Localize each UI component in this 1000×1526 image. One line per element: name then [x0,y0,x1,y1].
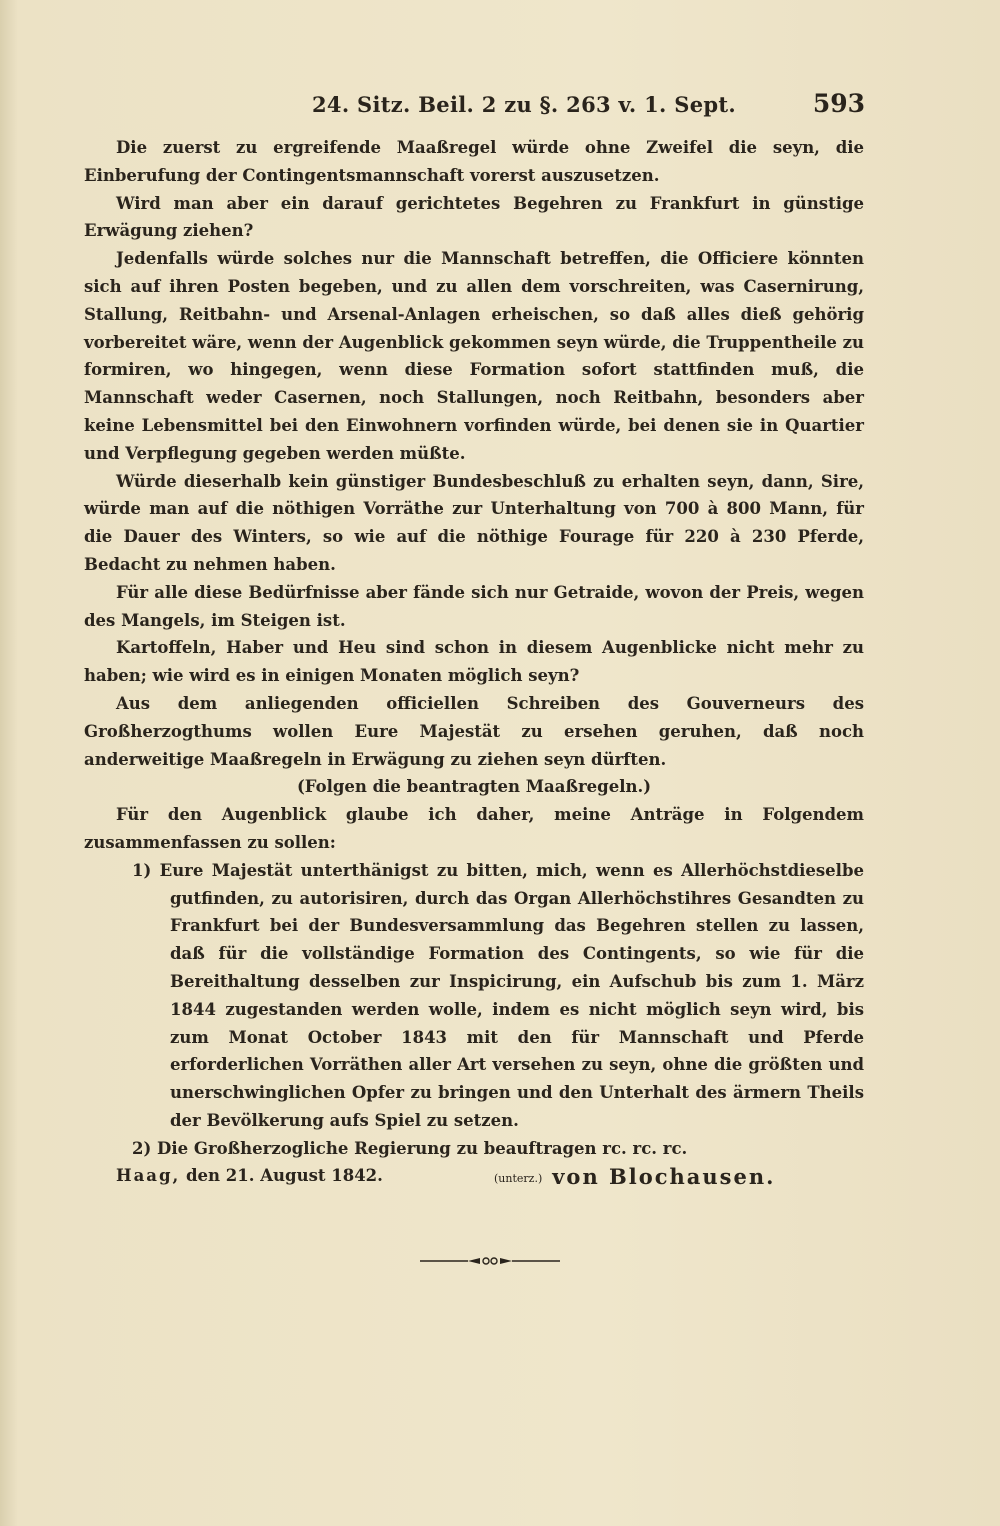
signature-name: von Blochausen. [552,1164,776,1189]
page-number: 593 [812,89,865,118]
paragraph-4: Würde dieserhalb kein günstiger Bundesbeschluß zu erhalten seyn, dann, Sire, würde man auf die nöthigen Vorräthe zur Unterhaltung von 700 à 800 Mann, für die Dauer des Winters, so wie auf die nöthige Fourage für 220 à 230 Pferde, Bedacht zu nehmen haben. [84,471,864,574]
paragraph-5: Für alle diese Bedürfnisse aber fände sich nur Getraide, wovon der Preis, wegen des Mangels, im Steigen ist. [84,582,864,630]
signature-note: (unterz.) [494,1172,543,1185]
paragraph-1: Die zuerst zu ergreifende Maaßregel würde ohne Zweifel die seyn, die Einberufung der Contingentsmannschaft vorerst auszusetzen. [84,138,864,185]
paragraph-9: Für den Augenblick glaube ich daher, meine Anträge in Folgendem zusammenfassen zu sollen: [84,805,864,852]
place: Haag, [116,1166,181,1186]
list-item-1: 1) Eure Majestät unterthänigst zu bitten, mich, wenn es Allerhöchstdieselbe gutfinden, zu autorisiren, durch das Organ Allerhöchstihres Gesandten zu Frankfurt bei der Bundesversammlung das Begehren stellen zu lassen, daß für die vollständige Formation des Contingents, so wie für die Bereithaltung desselben zur Inspicirung, ein Aufschub bis zum 1. März 1844 zugestanden werden wolle, indem es nicht möglich seyn wird, bis zum Monat October 1843 mit den für Mannschaft und Pferde erforderlichen Vorräthen aller Art versehen zu seyn, ohne die größten und unerschwinglichen Opfer zu bringen und den Unterhalt des ärmern Theils der Bevölkerung aufs Spiel zu setzen. [132,860,864,1130]
paragraph-2: Wird man aber ein darauf gerichtetes Begehren zu Frankfurt in günstige Erwägung ziehen? [84,193,864,241]
page-header [80,89,865,126]
body-text [84,134,864,1190]
paragraph-3: Jedenfalls würde solches nur die Mannschaft betreffen, die Officiere könnten sich auf ihren Posten begeben, und zu allen dem vorschreiten, was Casernirung, Stallung, Reitbahn- und Arsenal-Anlagen erheischen, so daß alles dieß gehörig vorbereitet wäre, wenn der Augenblick gekommen seyn würde, die Truppentheile zu formiren, wo hingegen, wenn diese Formation sofort stattfinden muß, die Mannschaft weder Casernen, noch Stallungen, noch Reitbahn, besonders aber keine Lebensmittel bei den Einwohnern vorfinden würde, bei denen sie in Quartier und Verpflegung gegeben werden müßte. [84,249,864,463]
paragraph-6: Kartoffeln, Haber und Heu sind schon in diesem Augenblicke nicht mehr zu haben; wie wird es in einigen Monaten möglich seyn? [84,638,864,686]
ornament-divider [420,1255,560,1267]
running-head: 24. Sitz. Beil. 2 zu §. 263 v. 1. Sept. [312,92,736,117]
paragraph-8-note: (Folgen die beantragten Maaßregeln.) [296,777,652,797]
list-item-2: 2) Die Großherzogliche Regierung zu beauftragen rc. rc. rc. [132,1138,688,1158]
date: den 21. August 1842. [186,1166,383,1186]
signature [494,1164,775,1189]
paragraph-7: Aus dem anliegenden officiellen Schreiben des Gouverneurs des Großherzogthums wollen Eure Majestät zu ersehen geruhen, daß noch anderweitige Maaßregeln in Erwägung zu ziehen seyn dürften. [84,693,864,769]
